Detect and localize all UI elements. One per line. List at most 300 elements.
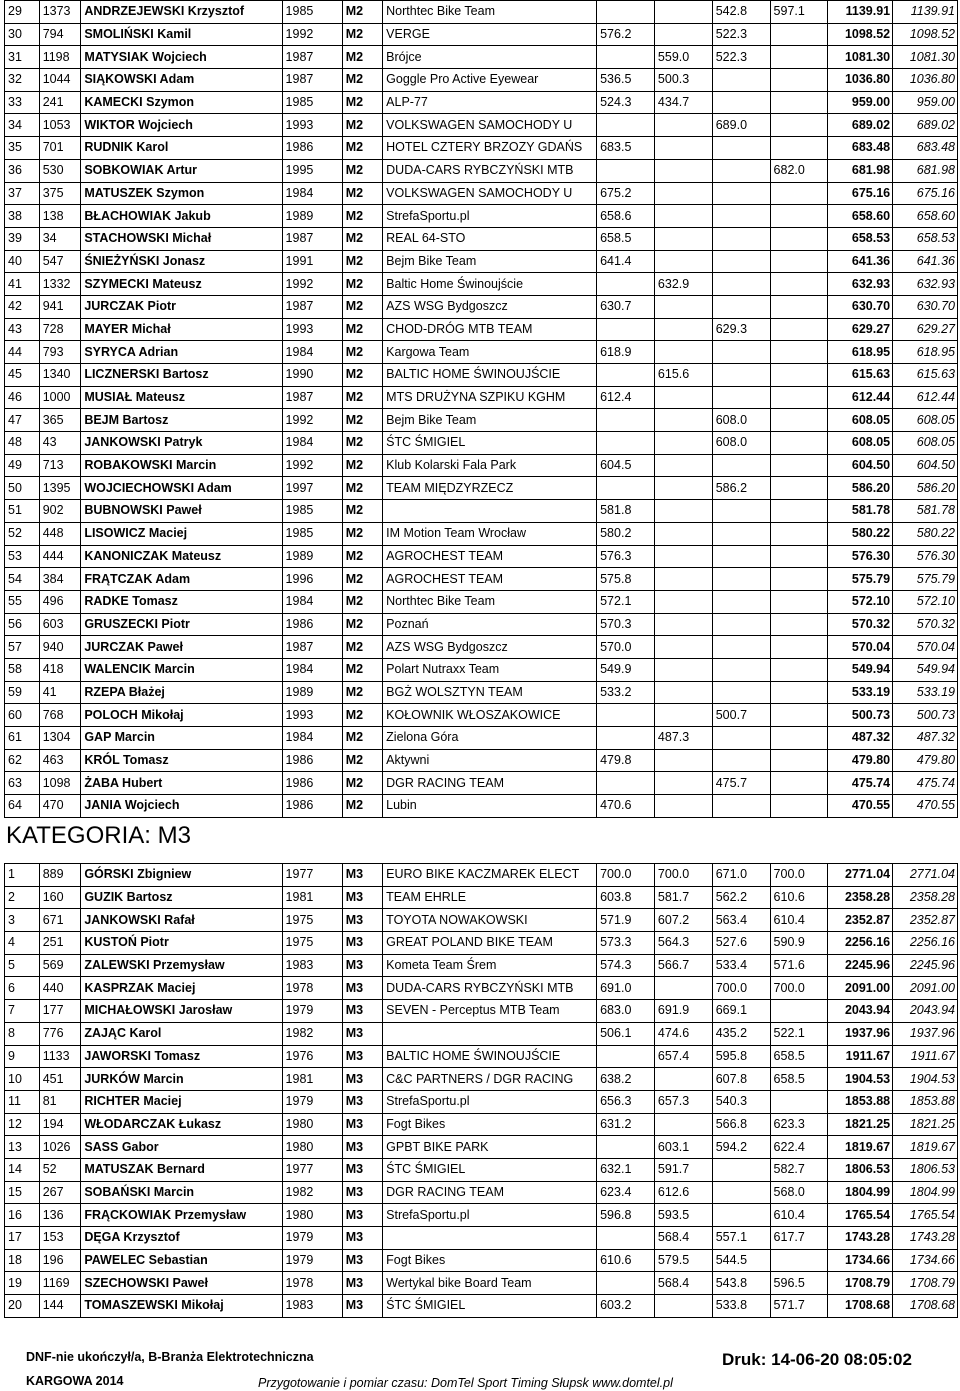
cell-club: Northtec Bike Team — [383, 590, 597, 613]
cell-club: AGROCHEST TEAM — [383, 545, 597, 568]
cell-bib: 547 — [39, 250, 81, 273]
table-row — [5, 454, 958, 477]
cell-points: 470.55 — [893, 795, 958, 818]
cell-category: M2 — [342, 386, 382, 409]
cell-name: TOMASZEWSKI Mikołaj — [81, 1295, 282, 1318]
cell-category: M2 — [342, 227, 382, 250]
cell-race-3: 562.2 — [712, 886, 770, 909]
cell-race-2 — [654, 1, 712, 24]
cell-bib: 671 — [39, 909, 81, 932]
cell-total: 2256.16 — [828, 932, 893, 955]
cell-year: 1981 — [282, 1068, 342, 1091]
cell-total: 1904.53 — [828, 1068, 893, 1091]
cell-race-2: 612.6 — [654, 1181, 712, 1204]
cell-race-4 — [770, 409, 828, 432]
cell-race-1: 570.3 — [597, 613, 655, 636]
cell-name: GUZIK Bartosz — [81, 886, 282, 909]
cell-race-2: 559.0 — [654, 46, 712, 69]
cell-club: Wertykal bike Board Team — [383, 1272, 597, 1295]
cell-race-2 — [654, 409, 712, 432]
cell-category: M2 — [342, 137, 382, 160]
cell-race-3 — [712, 295, 770, 318]
cell-category: M2 — [342, 613, 382, 636]
table-row — [5, 273, 958, 296]
cell-category: M2 — [342, 91, 382, 114]
cell-bib: 177 — [39, 1000, 81, 1023]
cell-club: VOLKSWAGEN SAMOCHODY U — [383, 182, 597, 205]
cell-race-1: 658.5 — [597, 227, 655, 250]
cell-race-1: 656.3 — [597, 1090, 655, 1113]
cell-year: 1983 — [282, 1295, 342, 1318]
cell-total: 1081.30 — [828, 46, 893, 69]
cell-total: 618.95 — [828, 341, 893, 364]
cell-bib: 701 — [39, 137, 81, 160]
cell-race-4 — [770, 727, 828, 750]
cell-name: RICHTER Maciej — [81, 1090, 282, 1113]
cell-club: ŚTC ŚMIGIEL — [383, 1158, 597, 1181]
cell-name: BEJM Bartosz — [81, 409, 282, 432]
cell-total: 1821.25 — [828, 1113, 893, 1136]
table-row — [5, 568, 958, 591]
cell-year: 1983 — [282, 954, 342, 977]
cell-points: 1743.28 — [893, 1227, 958, 1250]
cell-points: 2352.87 — [893, 909, 958, 932]
cell-race-2 — [654, 590, 712, 613]
cell-race-3: 700.0 — [712, 977, 770, 1000]
cell-race-3 — [712, 91, 770, 114]
cell-name: FRĄCKOWIAK Przemysław — [81, 1204, 282, 1227]
cell-club: Zielona Góra — [383, 727, 597, 750]
cell-name: SOBKOWIAK Artur — [81, 159, 282, 182]
cell-race-1: 618.9 — [597, 341, 655, 364]
cell-race-2 — [654, 522, 712, 545]
cell-total: 581.78 — [828, 500, 893, 523]
cell-name: KASPRZAK Maciej — [81, 977, 282, 1000]
table-row — [5, 704, 958, 727]
cell-race-4: 522.1 — [770, 1022, 828, 1045]
cell-points: 630.70 — [893, 295, 958, 318]
cell-year: 1985 — [282, 1, 342, 24]
cell-name: JANKOWSKI Patryk — [81, 432, 282, 455]
cell-name: MAYER Michał — [81, 318, 282, 341]
cell-race-4: 682.0 — [770, 159, 828, 182]
cell-place: 55 — [5, 590, 40, 613]
cell-bib: 194 — [39, 1113, 81, 1136]
cell-name: JURCZAK Piotr — [81, 295, 282, 318]
cell-race-3: 543.8 — [712, 1272, 770, 1295]
cell-points: 1804.99 — [893, 1181, 958, 1204]
cell-total: 1708.68 — [828, 1295, 893, 1318]
cell-bib: 81 — [39, 1090, 81, 1113]
cell-race-3: 533.8 — [712, 1295, 770, 1318]
cell-points: 629.27 — [893, 318, 958, 341]
cell-year: 1984 — [282, 432, 342, 455]
cell-bib: 384 — [39, 568, 81, 591]
cell-race-2 — [654, 568, 712, 591]
cell-club: IM Motion Team Wrocław — [383, 522, 597, 545]
cell-place: 13 — [5, 1136, 40, 1159]
cell-place: 30 — [5, 23, 40, 46]
cell-race-2: 474.6 — [654, 1022, 712, 1045]
cell-place: 8 — [5, 1022, 40, 1045]
cell-race-3: 540.3 — [712, 1090, 770, 1113]
table-row — [5, 23, 958, 46]
cell-total: 630.70 — [828, 295, 893, 318]
cell-bib: 603 — [39, 613, 81, 636]
cell-place: 18 — [5, 1249, 40, 1272]
cell-category: M2 — [342, 46, 382, 69]
cell-race-1: 691.0 — [597, 977, 655, 1000]
cell-place: 57 — [5, 636, 40, 659]
cell-bib: 1053 — [39, 114, 81, 137]
table-row — [5, 909, 958, 932]
cell-name: JANKOWSKI Rafał — [81, 909, 282, 932]
cell-total: 470.55 — [828, 795, 893, 818]
cell-place: 48 — [5, 432, 40, 455]
cell-bib: 1395 — [39, 477, 81, 500]
cell-year: 1990 — [282, 364, 342, 387]
cell-year: 1997 — [282, 477, 342, 500]
cell-total: 681.98 — [828, 159, 893, 182]
cell-points: 1708.68 — [893, 1295, 958, 1318]
table-row — [5, 477, 958, 500]
cell-bib: 1340 — [39, 364, 81, 387]
cell-race-2: 500.3 — [654, 69, 712, 92]
cell-race-4: 623.3 — [770, 1113, 828, 1136]
cell-name: ANDRZEJEWSKI Krzysztof — [81, 1, 282, 24]
page-footer — [0, 1346, 960, 1391]
cell-bib: 1133 — [39, 1045, 81, 1068]
cell-place: 33 — [5, 91, 40, 114]
cell-club: Kargowa Team — [383, 341, 597, 364]
cell-name: WOJCIECHOWSKI Adam — [81, 477, 282, 500]
cell-name: MATYSIAK Wojciech — [81, 46, 282, 69]
cell-points: 658.60 — [893, 205, 958, 228]
cell-name: KRÓL Tomasz — [81, 749, 282, 772]
cell-category: M2 — [342, 681, 382, 704]
cell-total: 1911.67 — [828, 1045, 893, 1068]
cell-race-4: 700.0 — [770, 864, 828, 887]
cell-category: M2 — [342, 432, 382, 455]
cell-race-1 — [597, 318, 655, 341]
cell-place: 37 — [5, 182, 40, 205]
table-row — [5, 1227, 958, 1250]
cell-total: 1806.53 — [828, 1158, 893, 1181]
cell-club: Kometa Team Śrem — [383, 954, 597, 977]
cell-race-1 — [597, 727, 655, 750]
cell-race-3: 671.0 — [712, 864, 770, 887]
cell-place: 51 — [5, 500, 40, 523]
cell-category: M3 — [342, 954, 382, 977]
cell-category: M3 — [342, 1022, 382, 1045]
cell-race-4 — [770, 590, 828, 613]
cell-race-3 — [712, 1181, 770, 1204]
cell-place: 12 — [5, 1113, 40, 1136]
cell-category: M3 — [342, 1090, 382, 1113]
cell-race-1 — [597, 477, 655, 500]
cell-category: M2 — [342, 522, 382, 545]
cell-total: 615.63 — [828, 364, 893, 387]
cell-points: 1819.67 — [893, 1136, 958, 1159]
cell-name: WIKTOR Wojciech — [81, 114, 282, 137]
cell-bib: 365 — [39, 409, 81, 432]
cell-category: M2 — [342, 364, 382, 387]
cell-points: 572.10 — [893, 590, 958, 613]
cell-points: 1734.66 — [893, 1249, 958, 1272]
cell-race-1 — [597, 1136, 655, 1159]
cell-place: 20 — [5, 1295, 40, 1318]
cell-club: SEVEN - Perceptus MTB Team — [383, 1000, 597, 1023]
cell-place: 15 — [5, 1181, 40, 1204]
cell-points: 2771.04 — [893, 864, 958, 887]
cell-place: 47 — [5, 409, 40, 432]
cell-year: 1986 — [282, 795, 342, 818]
cell-category: M3 — [342, 1113, 382, 1136]
cell-place: 1 — [5, 864, 40, 887]
cell-bib: 418 — [39, 658, 81, 681]
cell-points: 604.50 — [893, 454, 958, 477]
cell-race-2: 566.7 — [654, 954, 712, 977]
cell-bib: 713 — [39, 454, 81, 477]
cell-points: 1806.53 — [893, 1158, 958, 1181]
cell-name: DĘGA Krzysztof — [81, 1227, 282, 1250]
cell-year: 1984 — [282, 341, 342, 364]
cell-race-3 — [712, 500, 770, 523]
cell-race-3 — [712, 681, 770, 704]
cell-place: 60 — [5, 704, 40, 727]
cell-race-4 — [770, 341, 828, 364]
cell-race-1: 506.1 — [597, 1022, 655, 1045]
cell-points: 475.74 — [893, 772, 958, 795]
cell-name: PAWELEC Sebastian — [81, 1249, 282, 1272]
cell-place: 3 — [5, 909, 40, 932]
cell-place: 42 — [5, 295, 40, 318]
cell-place: 54 — [5, 568, 40, 591]
cell-category: M3 — [342, 886, 382, 909]
cell-race-4: 622.4 — [770, 1136, 828, 1159]
table-row — [5, 1113, 958, 1136]
table-row — [5, 1045, 958, 1068]
cell-year: 1976 — [282, 1045, 342, 1068]
cell-category: M2 — [342, 590, 382, 613]
timing-credit: Przygotowanie i pomiar czasu: DomTel Sport Timing Słupsk www.domtel.pl — [258, 1376, 673, 1390]
cell-name: POLOCH Mikołaj — [81, 704, 282, 727]
table-row — [5, 864, 958, 887]
cell-total: 1734.66 — [828, 1249, 893, 1272]
cell-points: 1139.91 — [893, 1, 958, 24]
cell-race-3 — [712, 159, 770, 182]
cell-year: 1991 — [282, 250, 342, 273]
cell-category: M3 — [342, 1158, 382, 1181]
cell-race-2: 607.2 — [654, 909, 712, 932]
cell-race-1: 675.2 — [597, 182, 655, 205]
table-row — [5, 1158, 958, 1181]
cell-race-2 — [654, 1068, 712, 1091]
table-row — [5, 636, 958, 659]
cell-year: 1989 — [282, 205, 342, 228]
cell-place: 16 — [5, 1204, 40, 1227]
cell-points: 2358.28 — [893, 886, 958, 909]
cell-club: KOŁOWNIK WŁOSZAKOWICE — [383, 704, 597, 727]
cell-race-2 — [654, 681, 712, 704]
cell-race-4 — [770, 704, 828, 727]
table-row — [5, 114, 958, 137]
cell-race-4 — [770, 1000, 828, 1023]
cell-place: 17 — [5, 1227, 40, 1250]
cell-year: 1987 — [282, 69, 342, 92]
cell-race-3: 522.3 — [712, 23, 770, 46]
cell-bib: 530 — [39, 159, 81, 182]
cell-category: M2 — [342, 727, 382, 750]
cell-club: BALTIC HOME ŚWINOUJŚCIE — [383, 1045, 597, 1068]
cell-name: GÓRSKI Zbigniew — [81, 864, 282, 887]
cell-race-4 — [770, 250, 828, 273]
cell-total: 675.16 — [828, 182, 893, 205]
cell-bib: 153 — [39, 1227, 81, 1250]
cell-race-2 — [654, 454, 712, 477]
cell-race-1: 631.2 — [597, 1113, 655, 1136]
cell-name: KANONICZAK Mateusz — [81, 545, 282, 568]
cell-category: M3 — [342, 1136, 382, 1159]
cell-total: 959.00 — [828, 91, 893, 114]
cell-year: 1982 — [282, 1022, 342, 1045]
cell-race-1: 575.8 — [597, 568, 655, 591]
cell-total: 1765.54 — [828, 1204, 893, 1227]
cell-race-2 — [654, 295, 712, 318]
table-row — [5, 681, 958, 704]
cell-club: VOLKSWAGEN SAMOCHODY U — [383, 114, 597, 137]
cell-bib: 496 — [39, 590, 81, 613]
cell-club: Poznań — [383, 613, 597, 636]
cell-place: 62 — [5, 749, 40, 772]
cell-race-3 — [712, 658, 770, 681]
cell-club: BALTIC HOME ŚWINOUJŚCIE — [383, 364, 597, 387]
cell-category: M3 — [342, 1068, 382, 1091]
cell-bib: 1198 — [39, 46, 81, 69]
cell-category: M3 — [342, 1000, 382, 1023]
cell-race-1: 630.7 — [597, 295, 655, 318]
cell-year: 1984 — [282, 590, 342, 613]
cell-points: 608.05 — [893, 432, 958, 455]
cell-total: 580.22 — [828, 522, 893, 545]
cell-club: TOYOTA NOWAKOWSKI — [383, 909, 597, 932]
cell-race-1 — [597, 364, 655, 387]
cell-race-3 — [712, 227, 770, 250]
cell-club: ŚTC ŚMIGIEL — [383, 1295, 597, 1318]
cell-bib: 1098 — [39, 772, 81, 795]
cell-bib: 52 — [39, 1158, 81, 1181]
cell-race-4 — [770, 46, 828, 69]
table-row — [5, 46, 958, 69]
cell-bib: 768 — [39, 704, 81, 727]
cell-year: 1989 — [282, 545, 342, 568]
cell-category: M3 — [342, 1249, 382, 1272]
table-row — [5, 590, 958, 613]
table-row — [5, 977, 958, 1000]
table-row — [5, 1249, 958, 1272]
cell-race-3 — [712, 613, 770, 636]
cell-race-4 — [770, 205, 828, 228]
cell-year: 1992 — [282, 23, 342, 46]
cell-points: 570.32 — [893, 613, 958, 636]
cell-race-2: 568.4 — [654, 1227, 712, 1250]
cell-bib: 1332 — [39, 273, 81, 296]
cell-category: M3 — [342, 1272, 382, 1295]
cell-year: 1979 — [282, 1227, 342, 1250]
cell-race-3: 608.0 — [712, 432, 770, 455]
cell-race-2: 593.5 — [654, 1204, 712, 1227]
cell-club: C&C PARTNERS / DGR RACING — [383, 1068, 597, 1091]
cell-name: STACHOWSKI Michał — [81, 227, 282, 250]
cell-category: M2 — [342, 795, 382, 818]
table-row — [5, 545, 958, 568]
cell-points: 581.78 — [893, 500, 958, 523]
cell-race-3 — [712, 636, 770, 659]
cell-race-1: 638.2 — [597, 1068, 655, 1091]
cell-race-1: 533.2 — [597, 681, 655, 704]
cell-points: 632.93 — [893, 273, 958, 296]
cell-points: 2256.16 — [893, 932, 958, 955]
cell-race-1 — [597, 704, 655, 727]
table-row — [5, 886, 958, 909]
cell-year: 1986 — [282, 137, 342, 160]
cell-name: WŁODARCZAK Łukasz — [81, 1113, 282, 1136]
cell-total: 2771.04 — [828, 864, 893, 887]
cell-category: M3 — [342, 1045, 382, 1068]
cell-race-1: 580.2 — [597, 522, 655, 545]
cell-race-3: 594.2 — [712, 1136, 770, 1159]
cell-bib: 41 — [39, 681, 81, 704]
cell-category: M2 — [342, 273, 382, 296]
cell-race-2 — [654, 477, 712, 500]
cell-club: TEAM MIĘDZYRZECZ — [383, 477, 597, 500]
table-row — [5, 137, 958, 160]
cell-race-1: 683.5 — [597, 137, 655, 160]
cell-club: Lubin — [383, 795, 597, 818]
cell-total: 576.30 — [828, 545, 893, 568]
cell-race-1: 683.0 — [597, 1000, 655, 1023]
cell-points: 608.05 — [893, 409, 958, 432]
cell-bib: 1169 — [39, 1272, 81, 1295]
cell-race-3: 542.8 — [712, 1, 770, 24]
cell-place: 63 — [5, 772, 40, 795]
cell-total: 570.04 — [828, 636, 893, 659]
cell-total: 689.02 — [828, 114, 893, 137]
cell-name: JURCZAK Paweł — [81, 636, 282, 659]
cell-points: 689.02 — [893, 114, 958, 137]
cell-category: M2 — [342, 318, 382, 341]
cell-place: 38 — [5, 205, 40, 228]
cell-race-1: 596.8 — [597, 1204, 655, 1227]
cell-name: SASS Gabor — [81, 1136, 282, 1159]
cell-race-1 — [597, 409, 655, 432]
cell-total: 1804.99 — [828, 1181, 893, 1204]
cell-total: 1708.79 — [828, 1272, 893, 1295]
dnf-note: DNF-nie ukończył/a, B-Branża Elektrotechniczna — [26, 1350, 314, 1364]
cell-race-2: 691.9 — [654, 1000, 712, 1023]
cell-year: 1987 — [282, 636, 342, 659]
cell-year: 1977 — [282, 1158, 342, 1181]
cell-total: 608.05 — [828, 409, 893, 432]
cell-year: 1985 — [282, 500, 342, 523]
cell-race-4: 596.5 — [770, 1272, 828, 1295]
cell-name: ZALEWSKI Przemysław — [81, 954, 282, 977]
cell-race-4 — [770, 454, 828, 477]
cell-race-1 — [597, 1, 655, 24]
cell-race-2 — [654, 772, 712, 795]
cell-bib: 569 — [39, 954, 81, 977]
cell-club: CHOD-DRÓG MTB TEAM — [383, 318, 597, 341]
